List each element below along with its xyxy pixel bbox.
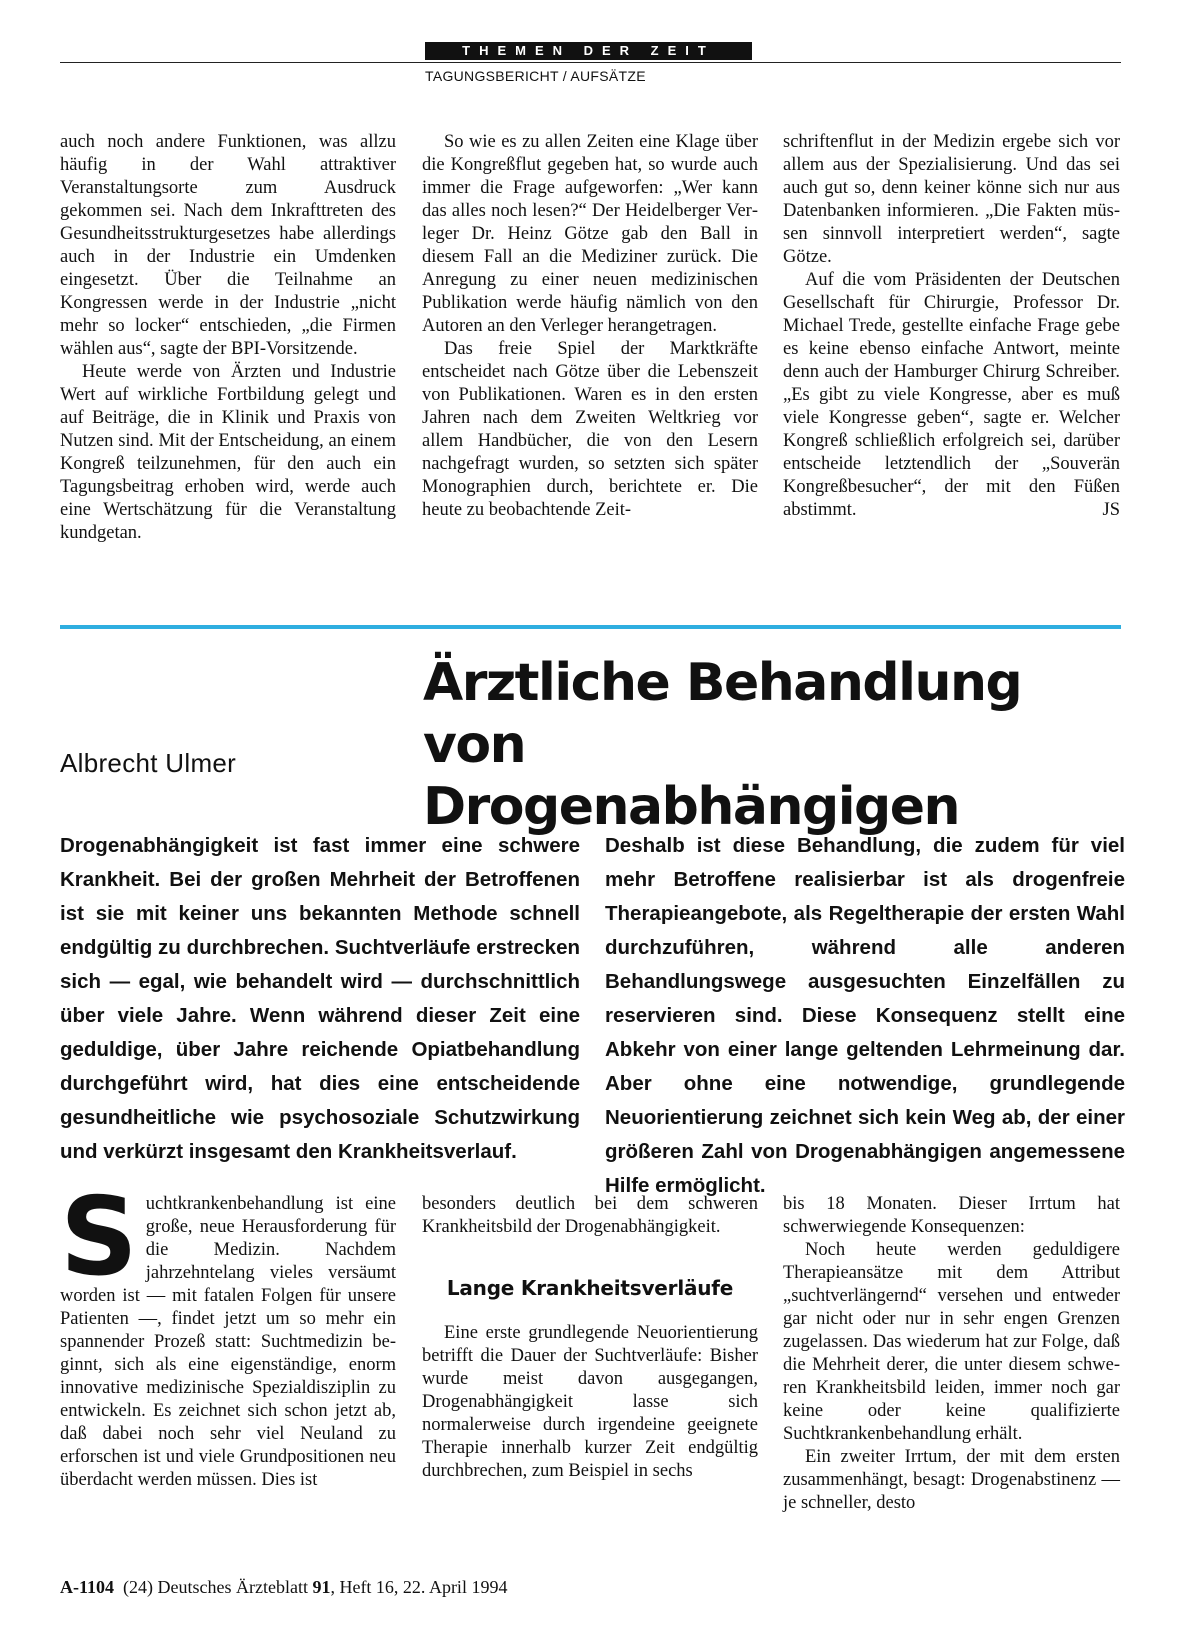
volume: 91 [312, 1577, 331, 1597]
page-footer [60, 1577, 507, 1598]
author-byline: Albrecht Ulmer [60, 748, 237, 778]
paragraph-text: Auf die vom Präsidenten der Deutschen Gesellschaft für Chirurgie, Professor Dr. Michael Trede, gestellte einfache Frage gebe es keine ebenso einfache Antwort, meinte denn auch der Hamburger Chirurg Schreiber. „Es gibt zu viele Kongresse, aber es muß viele Kongresse geben“, sagte er. Welcher Kongreß schließlich erfolgreich sei, darüber entscheide letztendlich der „Souverän Kongreßbesucher“, der mit den Füßen abstimmt. [783, 270, 1120, 520]
drop-cap: S [60, 1175, 138, 1300]
title-line: Drogenabhängigen [423, 777, 960, 837]
body-column-3 [783, 1193, 1120, 1515]
paragraph: Ein zweiter Irrtum, der mit dem ersten zusammenhängt, besagt: Drogenabstinenz — je schneller, desto [783, 1447, 1120, 1513]
page-number: (24) [123, 1577, 153, 1597]
section-label: TAGUNGSBERICHT / AUFSÄTZE [425, 68, 646, 84]
accent-rule [60, 625, 1121, 629]
paragraph: Eine erste grundlegende Neuorientierung betrifft die Dauer der Suchtverläufe: Bisher wurde meist davon ausgegangen, Drogenabhängigkeit lasse sich normalerweise durch irgendeine geeignete Therapie innerhalb kurzer Zeit endgültig durchbrechen, zum Beispiel in sechs [422, 1323, 758, 1481]
paragraph: schriftenflut in der Medizin ergebe sich vor allem aus der Spezialisierung. Und das sei auch gut so, denn keiner könne sich nur aus Datenbanken informieren. „Die Fakten müssen sinnvoll interpretiert werden“, sagte Götze. [783, 132, 1120, 267]
abstract-left: Drogenabhängigkeit ist fast immer eine schwere Krankheit. Bei der großen Mehrheit der Betroffenen ist sie mit keiner uns bekannten Methode schnell endgültig zu durchbrechen. Suchtverläufe erstrecken sich — egal, wie behandelt wird — durchschnittlich über viele Jahre. Wenn während dieser Zeit eine geduldige, über Jahre reichende Opiatbehandlung durchgeführt wird, hat dies eine entscheidende gesundheitliche wie psychosoziale Schutzwirkung und verkürzt insgesamt den Krankheitsverlauf. [60, 834, 580, 1163]
section-kicker: THEMEN DER ZEIT [425, 42, 752, 60]
abstract-right: Deshalb ist diese Behandlung, die zudem für viel mehr Betroffene realisierbar ist als drogenfreie Therapieangebote, als Regeltherapie der ersten Wahl durchzuführen, während alle anderen Behandlungswege ausgesuchten Einzelfällen zu reservieren sind. Diese Konsequenz stellt eine Abkehr von einer lange geltenden Lehrmeinung dar. Aber ohne eine notwendige, grundlegende Neuorientierung zeichnet sich kein Weg ab, der einer größeren Zahl von Drogenabhängigen angemessene Hilfe ermöglicht. [605, 834, 1125, 1197]
top-article-column-3 [783, 131, 1120, 522]
article-title [423, 652, 1123, 838]
paragraph: So wie es zu allen Zeiten eine Klage über die Kongreßflut gegeben hat, so wurde auch immer die Frage aufgeworfen: „Wer kann das alles noch lesen?“ Der Heidelberger Verleger Dr. Heinz Götze gab den Ball in diesem Fall an die Mediziner zurück. Die Anregung zu einer neuen medizinischen Publikation werde häufig nämlich von den Autoren an den Verleger herangetragen. [422, 132, 758, 336]
top-article-column-1 [60, 131, 396, 545]
title-line: Ärztliche Behandlung von [423, 653, 1022, 775]
journal-name: Deutsches Ärzteblatt [157, 1577, 308, 1597]
paragraph: Das freie Spiel der Marktkräfte entscheidet nach Götze über die Lebenszeit von Publikationen. Waren es in den ersten Jahren nach dem Zweiten Weltkrieg vor allem Handbücher, die von den Lesern nachgefragt wurden, so setzten sich später Monographien durch, berichtete er. Die heute zu beobachtende Zeit- [422, 339, 758, 520]
paragraph: Heute werde von Ärzten und Industrie Wert auf wirkliche Fortbildung gelegt und auf Beiträge, die in Klinik und Praxis von Nutzen sind. Mit der Entscheidung, an einem Kongreß teilzunehmen, für den auch ein Tagungsbeitrag erhoben wird, werde auch eine Wertschätzung für die Veranstaltung kundgetan. [60, 362, 396, 543]
page-id: A-1104 [60, 1577, 114, 1597]
issue-info: , Heft 16, 22. April 1994 [330, 1577, 508, 1597]
paragraph: besonders deutlich bei dem schweren Krankheitsbild der Drogenabhängigkeit. [422, 1194, 758, 1237]
subheading: Lange Krankheitsverläufe [446, 1276, 734, 1300]
paragraph: uchtkrankenbehandlung ist eine große, neue Herausforderung für die Medizin. Nachdem jahrzehntelang vieles versäumt worden ist — mit fatalen Folgen für unsere Patienten —, findet jetzt um so mehr ein spannender Prozeß statt: Suchtmedizin beginnt, sich als eine eigenständige, enorm innovative medizinische Spezialdisziplin zu entwickeln. Es zeichnet sich schon jetzt ab, daß dabei noch sehr viel Neuland zu erforschen ist und viele Grundpositionen neu überdacht werden müssen. Dies ist [60, 1194, 396, 1490]
top-article-column-2 [422, 131, 758, 522]
paragraph: auch noch andere Funktionen, was allzu häufig in der Wahl attraktiver Veranstaltungsorte zum Ausdruck gekommen sei. Nach dem Inkrafttreten des Gesundheitsstrukturgesetzes habe allerdings auch in der Industrie ein Umdenken eingesetzt. Über die Teilnahme an Kongressen werde in der Industrie „nicht mehr so locker“ entschieden, „die Firmen wählen aus“, sagte der BPI-Vorsitzende. [60, 132, 396, 359]
paragraph: bis 18 Monaten. Dieser Irrtum hat schwerwiegende Konsequenzen: [783, 1194, 1120, 1237]
paragraph: Noch heute werden geduldigere Therapieansätze mit dem Attribut „suchtverlängernd“ versehen und entweder gar nicht oder nur in sehr engen Grenzen zugelassen. Das wiederum hat zur Folge, daß die Mehrheit derer, die unter diesem schweren Krankheitsbild leiden, immer noch gar keine oder keine qualifizierte Suchtkrankenbehandlung erhält. [783, 1240, 1120, 1444]
body-column-2 [422, 1193, 758, 1483]
paragraph [783, 269, 1120, 522]
header-rule [60, 62, 1121, 63]
author-signature: JS [1102, 500, 1120, 520]
body-column-1 [60, 1175, 396, 1492]
